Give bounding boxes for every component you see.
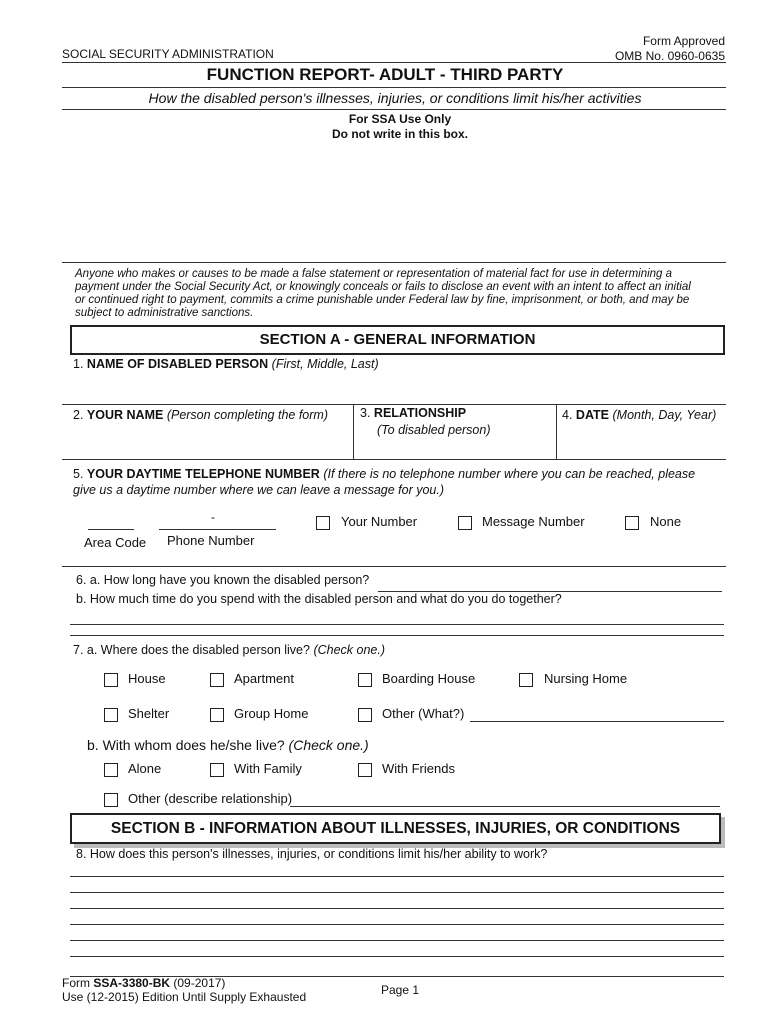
nursing-home-checkbox[interactable] (519, 673, 533, 687)
other-what-field[interactable] (470, 721, 724, 722)
q1-label: 1. NAME OF DISABLED PERSON (First, Middle, Last) (73, 357, 379, 371)
shelter-label: Shelter (128, 706, 170, 721)
section-b-title: SECTION B - INFORMATION ABOUT ILLNESSES, INJURIES, OR CONDITIONS (110, 820, 681, 837)
header-rule (62, 62, 726, 63)
boarding-house-label: Boarding House (382, 671, 476, 686)
q4-label: 4. DATE (Month, Day, Year) (562, 408, 717, 422)
alone-checkbox[interactable] (104, 763, 118, 777)
subtitle-rule (62, 109, 726, 110)
q6b-label: b. How much time do you spend with the disabled person and what do you do together? (76, 592, 562, 606)
omb-number: OMB No. 0960-0635 (614, 49, 725, 63)
other-relationship-field[interactable] (290, 806, 720, 807)
none-checkbox[interactable] (625, 516, 639, 530)
phone-number-label: Phone Number (167, 533, 255, 548)
q8-label: 8. How does this person's illnesses, injuries, or conditions limit his/her ability to work? (76, 847, 548, 861)
q8-answer-line-1[interactable] (70, 876, 724, 877)
with-family-label: With Family (234, 761, 302, 776)
section-a-header (70, 325, 725, 355)
title-rule (62, 87, 726, 88)
nursing-home-label: Nursing Home (544, 671, 628, 686)
group-home-label: Group Home (234, 706, 309, 721)
q6b-answer-line-2[interactable] (70, 635, 724, 636)
q5-label-cont: give us a daytime number where we can leave a message for you.) (73, 483, 445, 497)
form-approved-label: Form Approved (642, 34, 725, 48)
message-number-checkbox[interactable] (458, 516, 472, 530)
ssa-use-label: For SSA Use Only (348, 112, 452, 126)
message-number-label: Message Number (482, 514, 585, 529)
form-number: Form SSA-3380-BK (09-2017) (62, 976, 226, 990)
with-family-checkbox[interactable] (210, 763, 224, 777)
q8-answer-line-4[interactable] (70, 924, 724, 925)
area-code-field[interactable] (88, 529, 134, 530)
house-label: House (128, 671, 166, 686)
q3-sublabel: (To disabled person) (377, 423, 491, 437)
q2-bottom-rule (62, 459, 726, 460)
q7b-label: b. With whom does he/she live? (Check one.) (87, 737, 369, 753)
edition-note: Use (12-2015) Edition Until Supply Exhausted (62, 990, 307, 1004)
q8-answer-line-2[interactable] (70, 892, 724, 893)
with-friends-checkbox[interactable] (358, 763, 372, 777)
phone-number-field[interactable] (159, 529, 276, 530)
shelter-checkbox[interactable] (104, 708, 118, 722)
q5-bottom-rule (62, 566, 726, 567)
form-title: FUNCTION REPORT- ADULT - THIRD PARTY (206, 65, 564, 84)
q5-label: 5. YOUR DAYTIME TELEPHONE NUMBER (If there is no telephone number where you can be reached, please (73, 467, 696, 481)
warning-top-rule (62, 262, 726, 263)
with-friends-label: With Friends (382, 761, 455, 776)
q2-q3-divider (353, 404, 354, 459)
page-number: Page 1 (381, 983, 420, 997)
area-code-label: Area Code (84, 535, 147, 550)
phone-dash: - (211, 510, 215, 524)
warning-text: Anyone who makes or causes to be made a false statement or representation of material fact for use in determining a payment under the Social Security Act, or knowingly conceals or fails to disclose an event with an intent to affect an initial or continued right to payment, commits a crime punishable under Federal law by fine, imprisonment, or both, and may be subject to administrative sanctions. (75, 268, 691, 319)
q6a-label: 6. a. How long have you known the disabled person? (76, 573, 370, 587)
q8-answer-line-3[interactable] (70, 908, 724, 909)
none-label: None (650, 514, 682, 529)
other-what-label: Other (What?) (382, 706, 465, 721)
q1-bottom-rule (62, 404, 726, 405)
q7a-label: 7. a. Where does the disabled person live? (Check one.) (73, 643, 385, 657)
other-what-checkbox[interactable] (358, 708, 372, 722)
boarding-house-checkbox[interactable] (358, 673, 372, 687)
section-b-header (70, 813, 721, 844)
apartment-label: Apartment (234, 671, 294, 686)
section-a-title: SECTION A - GENERAL INFORMATION (259, 331, 536, 348)
q6b-answer-line-1[interactable] (70, 624, 724, 625)
other-relationship-checkbox[interactable] (104, 793, 118, 807)
house-checkbox[interactable] (104, 673, 118, 687)
group-home-checkbox[interactable] (210, 708, 224, 722)
agency-name: SOCIAL SECURITY ADMINISTRATION (62, 47, 274, 61)
q8-answer-line-6[interactable] (70, 956, 724, 957)
alone-label: Alone (128, 761, 162, 776)
q3-q4-divider (556, 404, 557, 459)
ssa-use-instruction: Do not write in this box. (332, 127, 468, 141)
other-relationship-label: Other (describe relationship) (128, 791, 293, 806)
your-number-label: Your Number (341, 514, 418, 529)
q2-label: 2. YOUR NAME (Person completing the form) (73, 408, 328, 422)
q8-answer-line-5[interactable] (70, 940, 724, 941)
form-subtitle: How the disabled person's illnesses, injuries, or conditions limit his/her activities (148, 90, 642, 106)
your-number-checkbox[interactable] (316, 516, 330, 530)
q3-label: 3. RELATIONSHIP (360, 406, 467, 420)
apartment-checkbox[interactable] (210, 673, 224, 687)
